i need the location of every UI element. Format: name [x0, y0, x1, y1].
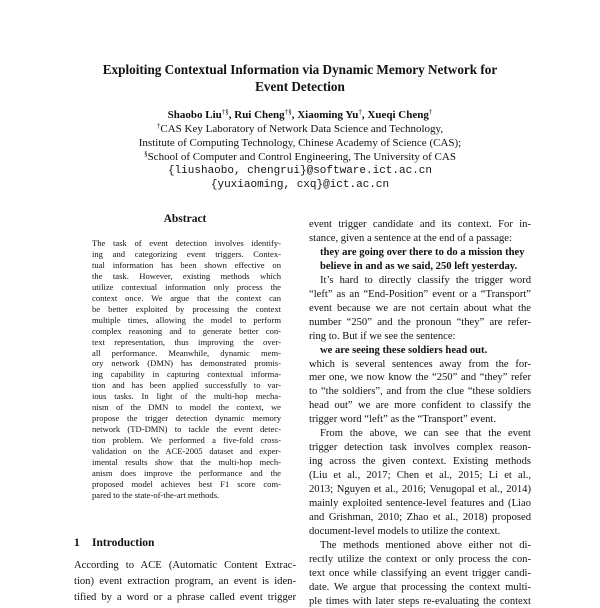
right-column-line: head out” we are more confident to classify the [309, 400, 531, 412]
title-line-2: Event Detection [255, 79, 345, 94]
right-column-line: document-level models to utilize the context. [309, 525, 501, 537]
abstract-line: propose the trigger detection dynamic memory [92, 413, 281, 424]
right-column-line: ple times with later steps re-evaluating the context [309, 595, 531, 607]
abstract-line: context once. We argue that the context can [92, 292, 281, 303]
right-column-line: we are seeing these soldiers head out. [320, 344, 488, 356]
right-column-line: they are going over there to do a mission they [320, 246, 525, 258]
abstract-line: multiple times, allowing the model to perform [92, 314, 281, 325]
right-column-line: date. We argue that processing the context multi- [309, 581, 531, 593]
right-column-line: (Liu et al., 2017; Chen et al., 2015; Li et al., [309, 470, 531, 482]
right-column-line: From the above, we can see that the event [320, 428, 531, 440]
introduction-line: According to ACE (Automatic Content Extrac- [74, 560, 296, 571]
abstract-line: tion and has been applied successfully to var- [92, 380, 281, 391]
affiliation-mark: § [144, 150, 148, 158]
author-name: Rui Cheng [234, 109, 285, 121]
abstract-heading: Abstract [163, 213, 207, 225]
affiliation-1-line-2: Institute of Computing Technology, Chinese Academy of Science (CAS); [138, 137, 462, 149]
affiliation-2 [40, 150, 560, 164]
abstract-line: imental results show that the multi-hop mech- [92, 457, 281, 467]
section-number: 1 [74, 537, 80, 549]
abstract-line: nism of the DMN to model the context, we [92, 402, 281, 413]
abstract-line: text representation, thus improving the over- [92, 336, 281, 347]
section-heading [74, 537, 154, 549]
author-name: Xiaoming Yu [297, 109, 359, 121]
abstract-line: validation on the ACE-2005 dataset and exper- [92, 446, 281, 457]
affiliation-text: CAS Key Laboratory of Network Data Science and Technology, [160, 123, 444, 135]
affiliation-mark: † [156, 122, 161, 130]
right-column-line: trigger detection task involves complex reason- [309, 442, 531, 454]
abstract-line: be better exploited by processing the context [92, 303, 281, 314]
introduction-line: tified by a word or a phrase called event trigger [74, 592, 296, 604]
right-column-line: ing across the given context. Existing methods [309, 456, 531, 468]
right-column-line: and Grishman, 2010; Zhao et al., 2018) proposed [309, 511, 531, 523]
section-title: Introduction [92, 537, 155, 549]
author-mark: † [428, 108, 433, 116]
abstract-line: complex reasoning and to generate better con- [92, 325, 281, 336]
paper-title [60, 61, 540, 95]
title-line-1: Exploiting Contextual Information via Dynamic Memory Network for [102, 62, 498, 77]
abstract-line: proposed model achieves best F1 score com- [92, 478, 281, 489]
abstract-line: network (TD-DMN) to tackle the event detec- [92, 424, 281, 435]
author-mark: † [358, 108, 362, 116]
abstract-line: pared to the state-of-the-art methods. [92, 489, 220, 500]
right-column-line: trigger word “left” as the “Transport” event. [309, 414, 496, 426]
author-name: Xueqi Cheng [367, 109, 429, 121]
author-name: Shaobo Liu [167, 109, 222, 121]
author-mark: †§ [221, 108, 229, 116]
author-mark: †§ [284, 108, 292, 116]
right-column-line: 2013; Nguyen et al., 2016; Venugopal et al., 2014) [309, 484, 531, 496]
right-column-line: which is several sentences away from the for- [309, 358, 531, 370]
author-names: Shaobo Liu†§, Rui Cheng†§, Xiaoming Yu†, Xueqi Cheng† [167, 108, 433, 121]
right-column-line: believe in and as we said, 250 left yesterday. [320, 260, 518, 272]
right-column-line: “left” as an “End-Position” event or a “Transport” [309, 288, 531, 300]
right-column-line: mer one, we now know the “250” and “they” refer [309, 372, 531, 384]
abstract-line: utilize contextual information only process the [92, 281, 281, 292]
affiliation-text: School of Computer and Control Engineering, The University of CAS [147, 151, 456, 163]
right-column-line: text once while classifying an event trigger candi- [309, 567, 531, 579]
abstract-line: tion problem. We performed a five-fold cross- [92, 435, 281, 446]
abstract-line: The task of event detection involves identify- [92, 238, 281, 248]
affiliation-1-line-1 [40, 122, 560, 136]
abstract-line: ing and categorizing event triggers. Contex- [92, 248, 281, 259]
right-column-line: rectly utilize the context or only process the con- [309, 553, 531, 565]
abstract-line: all performance. Meanwhile, dynamic mem- [92, 347, 281, 358]
right-column-line: mainly exploited sentence-level features and (Liao [309, 498, 531, 509]
abstract-line: ing capability in capturing contextual informa- [92, 369, 281, 380]
right-column-line: It’s hard to directly classify the trigger word [320, 274, 531, 286]
abstract-line: ious tasks. In light of the multi-hop mecha- [92, 391, 281, 402]
author-block [40, 108, 560, 192]
abstract-line: tual information has been shown effective on [92, 259, 281, 270]
right-column-line: event because we are not certain about what the [309, 302, 531, 314]
right-column-line: number “250” and the pronoun “they” are refer- [309, 316, 531, 328]
right-column-line: event trigger candidate and its context. For in- [309, 219, 531, 230]
abstract-line: ory network (DMN) has demonstrated promis- [92, 358, 281, 369]
right-column-line: ring to. But if we see the sentence: [309, 330, 456, 342]
abstract-line: anism does improve the performance and the [92, 467, 281, 478]
email-line-2: {yuxiaoming, cxq}@ict.ac.cn [210, 179, 390, 191]
abstract-line: the task. However, existing methods which [92, 270, 281, 281]
introduction-line: tion) event extraction program, an event is iden- [74, 576, 296, 588]
email-line-1: {liushaobo, chengrui}@software.ict.ac.cn [167, 165, 433, 177]
right-column-line: stance, given a sentence at the end of a passage: [309, 232, 512, 244]
right-column-line: The methods mentioned above either not di- [320, 539, 531, 551]
right-column-line: to “the soldiers”, and from the clue “these soldiers [309, 386, 531, 398]
